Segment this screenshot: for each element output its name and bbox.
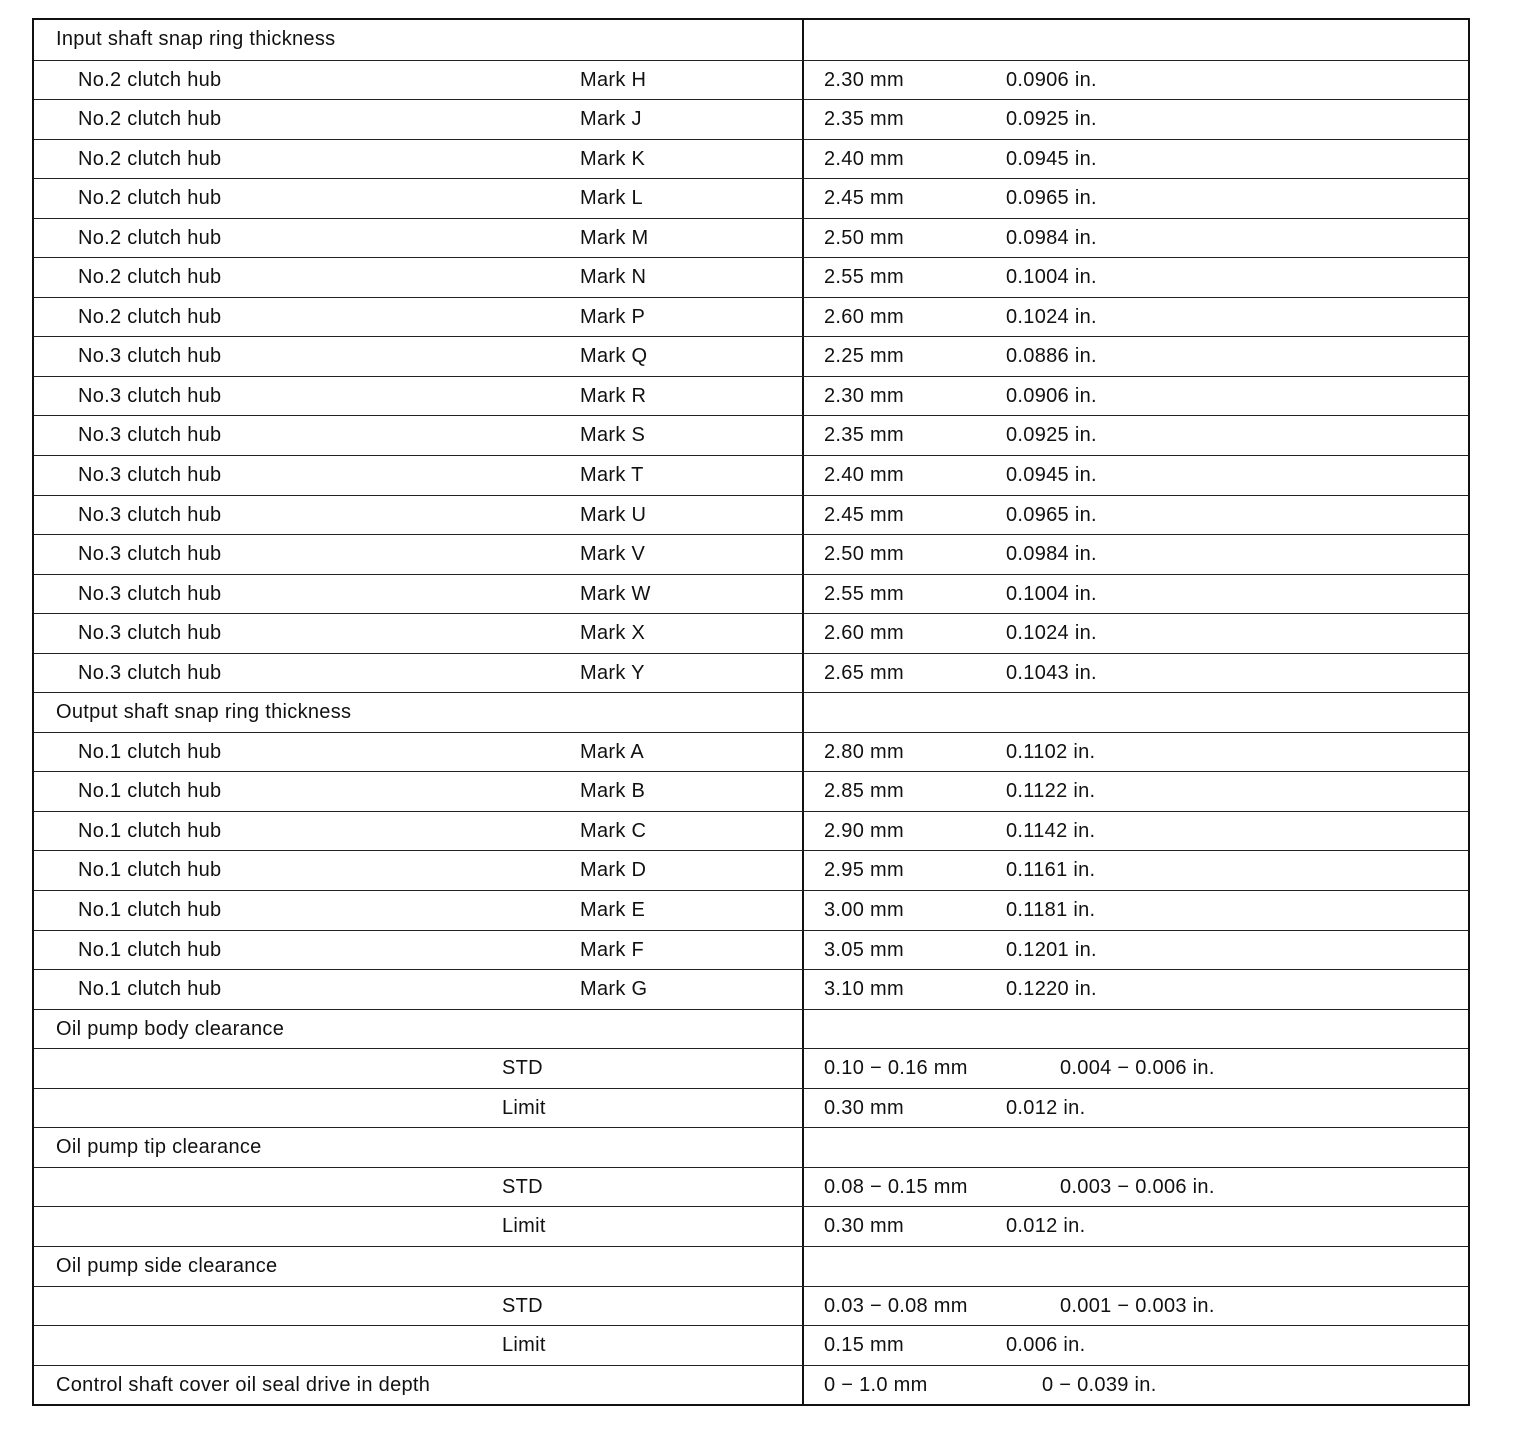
value-in: 0.1161 in. bbox=[1006, 859, 1096, 882]
mark-label: Mark T bbox=[580, 464, 644, 487]
mark-label: Mark A bbox=[580, 740, 645, 763]
column-divider bbox=[802, 20, 804, 60]
section-title: Output shaft snap ring thickness bbox=[56, 701, 352, 724]
table-row bbox=[34, 257, 1468, 297]
column-divider bbox=[802, 337, 804, 376]
value-mm: 2.55 mm bbox=[824, 266, 904, 289]
column-divider bbox=[802, 654, 804, 693]
item-label: No.1 clutch hub bbox=[78, 978, 222, 1001]
column-divider bbox=[802, 1089, 804, 1128]
column-divider bbox=[802, 416, 804, 455]
table-row bbox=[34, 890, 1468, 930]
value-mm: 3.10 mm bbox=[824, 978, 904, 1001]
section-header-output-shaft bbox=[34, 692, 1468, 732]
item-label: No.2 clutch hub bbox=[78, 266, 222, 289]
item-label: No.2 clutch hub bbox=[78, 187, 222, 210]
value-in: 0.0984 in. bbox=[1006, 543, 1097, 566]
value-mm: 2.60 mm bbox=[824, 305, 904, 328]
condition-label: Limit bbox=[502, 1096, 546, 1119]
column-divider bbox=[802, 1168, 804, 1207]
column-divider bbox=[802, 1366, 804, 1405]
condition-label: STD bbox=[502, 1175, 543, 1198]
table-row bbox=[34, 455, 1468, 495]
column-divider bbox=[802, 772, 804, 811]
value-mm: 2.90 mm bbox=[824, 819, 904, 842]
table-row bbox=[34, 1048, 1468, 1088]
table-row bbox=[34, 99, 1468, 139]
section-header-oil-pump-body bbox=[34, 1009, 1468, 1049]
section-header-input-shaft bbox=[34, 20, 1468, 60]
value-in: 0.1004 in. bbox=[1006, 582, 1097, 605]
column-divider bbox=[802, 970, 804, 1009]
item-label: No.1 clutch hub bbox=[78, 819, 222, 842]
value-in: 0.0945 in. bbox=[1006, 147, 1097, 170]
column-divider bbox=[802, 1247, 804, 1286]
condition-label: Limit bbox=[502, 1334, 546, 1357]
condition-label: STD bbox=[502, 1057, 543, 1080]
column-divider bbox=[802, 1326, 804, 1365]
mark-label: Mark P bbox=[580, 305, 646, 328]
table-row bbox=[34, 1088, 1468, 1128]
value-mm: 2.35 mm bbox=[824, 108, 904, 131]
value-in: 0.1024 in. bbox=[1006, 622, 1097, 645]
value-mm: 2.35 mm bbox=[824, 424, 904, 447]
column-divider bbox=[802, 61, 804, 100]
value-in: 0.1201 in. bbox=[1006, 938, 1097, 961]
column-divider bbox=[802, 1287, 804, 1326]
table-row bbox=[34, 139, 1468, 179]
value-mm: 0 − 1.0 mm bbox=[824, 1373, 928, 1396]
table-row bbox=[34, 732, 1468, 772]
value-in: 0.001 − 0.003 in. bbox=[1060, 1294, 1215, 1317]
mark-label: Mark L bbox=[580, 187, 643, 210]
mark-label: Mark Y bbox=[580, 661, 645, 684]
column-divider bbox=[802, 219, 804, 258]
mark-label: Mark V bbox=[580, 543, 646, 566]
item-label: No.2 clutch hub bbox=[78, 147, 222, 170]
item-label: No.1 clutch hub bbox=[78, 740, 222, 763]
value-in: 0.1043 in. bbox=[1006, 661, 1097, 684]
column-divider bbox=[802, 891, 804, 930]
item-label: No.2 clutch hub bbox=[78, 68, 222, 91]
mark-label: Mark Q bbox=[580, 345, 648, 368]
table-row bbox=[34, 771, 1468, 811]
section-title: Oil pump side clearance bbox=[56, 1254, 278, 1277]
column-divider bbox=[802, 377, 804, 416]
value-in: 0.012 in. bbox=[1006, 1215, 1086, 1238]
value-mm: 2.40 mm bbox=[824, 464, 904, 487]
item-label: No.3 clutch hub bbox=[78, 464, 222, 487]
section-title: Oil pump body clearance bbox=[56, 1017, 285, 1040]
table-row bbox=[34, 534, 1468, 574]
value-in: 0.0906 in. bbox=[1006, 68, 1097, 91]
spec-table bbox=[32, 18, 1470, 1406]
mark-label: Mark S bbox=[580, 424, 646, 447]
value-mm: 2.80 mm bbox=[824, 740, 904, 763]
table-row bbox=[34, 1286, 1468, 1326]
mark-label: Mark W bbox=[580, 582, 651, 605]
condition-label: STD bbox=[502, 1294, 543, 1317]
value-mm: 2.85 mm bbox=[824, 780, 904, 803]
table-row bbox=[34, 1325, 1468, 1365]
table-row bbox=[34, 336, 1468, 376]
column-divider bbox=[802, 298, 804, 337]
mark-label: Mark R bbox=[580, 384, 647, 407]
column-divider bbox=[802, 535, 804, 574]
value-in: 0.0945 in. bbox=[1006, 464, 1097, 487]
value-mm: 2.60 mm bbox=[824, 622, 904, 645]
section-header-oil-pump-side bbox=[34, 1246, 1468, 1286]
table-row bbox=[34, 218, 1468, 258]
value-in: 0.0965 in. bbox=[1006, 187, 1097, 210]
table-row bbox=[34, 969, 1468, 1009]
item-label: No.3 clutch hub bbox=[78, 582, 222, 605]
column-divider bbox=[802, 140, 804, 179]
mark-label: Mark E bbox=[580, 899, 646, 922]
value-in: 0.0886 in. bbox=[1006, 345, 1097, 368]
item-label: No.1 clutch hub bbox=[78, 938, 222, 961]
value-mm: 2.25 mm bbox=[824, 345, 904, 368]
column-divider bbox=[802, 1128, 804, 1167]
column-divider bbox=[802, 179, 804, 218]
column-divider bbox=[802, 1049, 804, 1088]
mark-label: Mark G bbox=[580, 978, 648, 1001]
value-in: 0.006 in. bbox=[1006, 1334, 1086, 1357]
item-label: No.3 clutch hub bbox=[78, 622, 222, 645]
table-row bbox=[34, 1167, 1468, 1207]
value-mm: 2.30 mm bbox=[824, 384, 904, 407]
mark-label: Mark J bbox=[580, 108, 642, 131]
table-row bbox=[34, 376, 1468, 416]
item-label: No.3 clutch hub bbox=[78, 661, 222, 684]
value-in: 0 − 0.039 in. bbox=[1042, 1373, 1157, 1396]
item-label: No.3 clutch hub bbox=[78, 384, 222, 407]
value-in: 0.1122 in. bbox=[1006, 780, 1096, 803]
table-row bbox=[34, 574, 1468, 614]
column-divider bbox=[802, 456, 804, 495]
value-mm: 0.03 − 0.08 mm bbox=[824, 1294, 968, 1317]
column-divider bbox=[802, 931, 804, 970]
value-mm: 2.45 mm bbox=[824, 503, 904, 526]
column-divider bbox=[802, 614, 804, 653]
column-divider bbox=[802, 851, 804, 890]
section-title: Input shaft snap ring thickness bbox=[56, 28, 336, 50]
condition-label: Limit bbox=[502, 1215, 546, 1238]
mark-label: Mark D bbox=[580, 859, 647, 882]
table-row bbox=[34, 930, 1468, 970]
value-in: 0.1220 in. bbox=[1006, 978, 1097, 1001]
table-row bbox=[34, 653, 1468, 693]
item-label: No.3 clutch hub bbox=[78, 543, 222, 566]
column-divider bbox=[802, 575, 804, 614]
table-row bbox=[34, 60, 1468, 100]
item-label: No.1 clutch hub bbox=[78, 899, 222, 922]
value-in: 0.012 in. bbox=[1006, 1096, 1086, 1119]
value-mm: 2.50 mm bbox=[824, 226, 904, 249]
column-divider bbox=[802, 1010, 804, 1049]
column-divider bbox=[802, 693, 804, 732]
value-mm: 2.55 mm bbox=[824, 582, 904, 605]
value-in: 0.1004 in. bbox=[1006, 266, 1097, 289]
value-in: 0.1181 in. bbox=[1006, 899, 1096, 922]
item-label: No.3 clutch hub bbox=[78, 345, 222, 368]
item-label: No.1 clutch hub bbox=[78, 859, 222, 882]
mark-label: Mark H bbox=[580, 68, 647, 91]
section-header-oil-pump-tip bbox=[34, 1127, 1468, 1167]
value-mm: 0.30 mm bbox=[824, 1096, 904, 1119]
item-label: No.2 clutch hub bbox=[78, 305, 222, 328]
value-mm: 3.05 mm bbox=[824, 938, 904, 961]
table-row bbox=[34, 495, 1468, 535]
value-mm: 0.10 − 0.16 mm bbox=[824, 1057, 968, 1080]
value-in: 0.1142 in. bbox=[1006, 819, 1096, 842]
value-mm: 2.30 mm bbox=[824, 68, 904, 91]
mark-label: Mark N bbox=[580, 266, 647, 289]
mark-label: Mark C bbox=[580, 819, 647, 842]
column-divider bbox=[802, 496, 804, 535]
value-mm: 0.15 mm bbox=[824, 1334, 904, 1357]
mark-label: Mark B bbox=[580, 780, 646, 803]
item-label: No.3 clutch hub bbox=[78, 424, 222, 447]
value-in: 0.0925 in. bbox=[1006, 424, 1097, 447]
mark-label: Mark F bbox=[580, 938, 645, 961]
value-in: 0.003 − 0.006 in. bbox=[1060, 1175, 1215, 1198]
mark-label: Mark K bbox=[580, 147, 646, 170]
value-in: 0.0965 in. bbox=[1006, 503, 1097, 526]
value-in: 0.1102 in. bbox=[1006, 740, 1096, 763]
table-row bbox=[34, 850, 1468, 890]
item-label: No.2 clutch hub bbox=[78, 226, 222, 249]
table-row bbox=[34, 178, 1468, 218]
value-in: 0.0906 in. bbox=[1006, 384, 1097, 407]
value-mm: 2.50 mm bbox=[824, 543, 904, 566]
mark-label: Mark M bbox=[580, 226, 649, 249]
mark-label: Mark X bbox=[580, 622, 646, 645]
value-in: 0.0984 in. bbox=[1006, 226, 1097, 249]
value-mm: 2.40 mm bbox=[824, 147, 904, 170]
value-in: 0.1024 in. bbox=[1006, 305, 1097, 328]
mark-label: Mark U bbox=[580, 503, 647, 526]
value-mm: 2.45 mm bbox=[824, 187, 904, 210]
table-row bbox=[34, 811, 1468, 851]
value-mm: 2.95 mm bbox=[824, 859, 904, 882]
item-label: No.3 clutch hub bbox=[78, 503, 222, 526]
section-title: Oil pump tip clearance bbox=[56, 1136, 262, 1159]
section-title: Control shaft cover oil seal drive in depth bbox=[56, 1373, 431, 1396]
column-divider bbox=[802, 100, 804, 139]
column-divider bbox=[802, 258, 804, 297]
value-mm: 0.30 mm bbox=[824, 1215, 904, 1238]
value-in: 0.0925 in. bbox=[1006, 108, 1097, 131]
table-row bbox=[34, 297, 1468, 337]
item-label: No.1 clutch hub bbox=[78, 780, 222, 803]
column-divider bbox=[802, 812, 804, 851]
table-row bbox=[34, 415, 1468, 455]
column-divider bbox=[802, 1207, 804, 1246]
value-mm: 0.08 − 0.15 mm bbox=[824, 1175, 968, 1198]
value-mm: 3.00 mm bbox=[824, 899, 904, 922]
column-divider bbox=[802, 733, 804, 772]
item-label: No.2 clutch hub bbox=[78, 108, 222, 131]
value-mm: 2.65 mm bbox=[824, 661, 904, 684]
table-row bbox=[34, 613, 1468, 653]
table-row-control-shaft bbox=[34, 1365, 1468, 1405]
value-in: 0.004 − 0.006 in. bbox=[1060, 1057, 1215, 1080]
table-row bbox=[34, 1206, 1468, 1246]
